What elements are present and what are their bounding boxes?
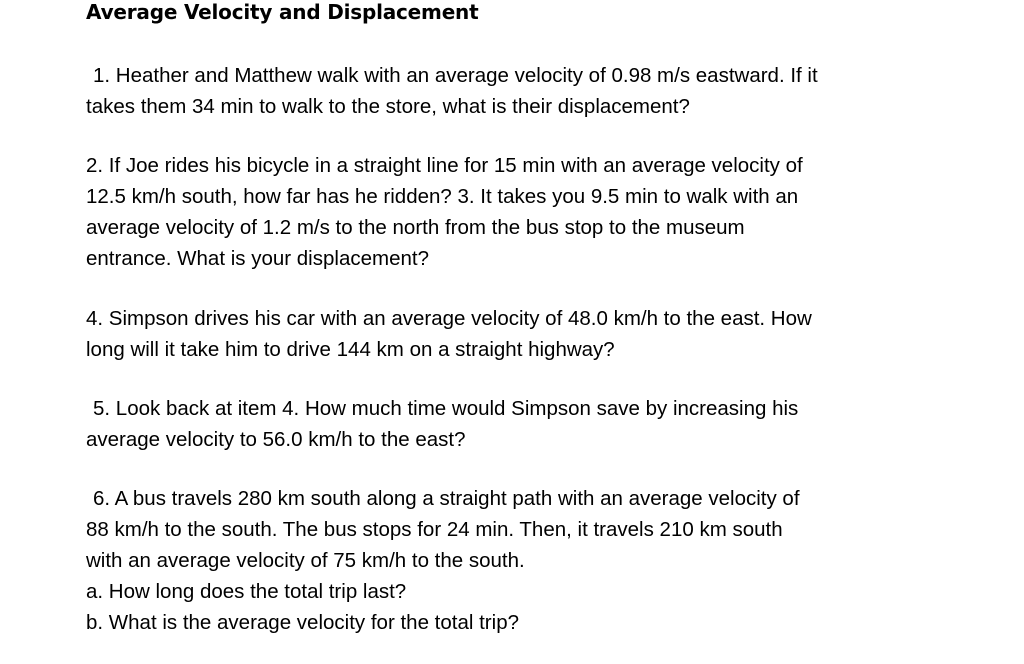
problem-2-line-1: 2. If Joe rides his bicycle in a straight line for 15 min with an average velocity of	[86, 154, 803, 177]
problem-4	[86, 303, 812, 365]
problem-6-line-3: with an average velocity of 75 km/h to the south.	[86, 549, 525, 572]
problem-3-line-2: entrance. What is your displacement?	[86, 247, 429, 270]
problem-4-line-1: 4. Simpson drives his car with an average velocity of 48.0 km/h to the east. How	[86, 307, 812, 330]
problem-1	[86, 60, 818, 122]
document-title: Average Velocity and Displacement	[86, 0, 479, 24]
problem-2-line-2: 12.5 km/h south, how far has he ridden? 3. It takes you 9.5 min to walk with an	[86, 185, 799, 208]
document-page	[86, 0, 1016, 634]
problem-4-line-2: long will it take him to drive 144 km on a straight highway?	[86, 338, 615, 361]
problem-6	[86, 483, 800, 638]
problem-6-part-a: a. How long does the total trip last?	[86, 580, 407, 603]
problem-6-line-2: 88 km/h to the south. The bus stops for 24 min. Then, it travels 210 km south	[86, 518, 783, 541]
problem-6-line-1: 6. A bus travels 280 km south along a straight path with an average velocity of	[93, 487, 800, 510]
problem-1-line-2: takes them 34 min to walk to the store, what is their displacement?	[86, 95, 690, 118]
problem-5-line-1: 5. Look back at item 4. How much time would Simpson save by increasing his	[93, 397, 799, 420]
problem-5-line-2: average velocity to 56.0 km/h to the east?	[86, 428, 466, 451]
problem-2-3	[86, 150, 803, 274]
problem-5	[86, 393, 798, 455]
problem-1-line-1: 1. Heather and Matthew walk with an average velocity of 0.98 m/s eastward. If it	[93, 64, 818, 87]
problem-6-part-b: b. What is the average velocity for the total trip?	[86, 611, 519, 634]
problem-3-line-1: average velocity of 1.2 m/s to the north from the bus stop to the museum	[86, 216, 745, 239]
